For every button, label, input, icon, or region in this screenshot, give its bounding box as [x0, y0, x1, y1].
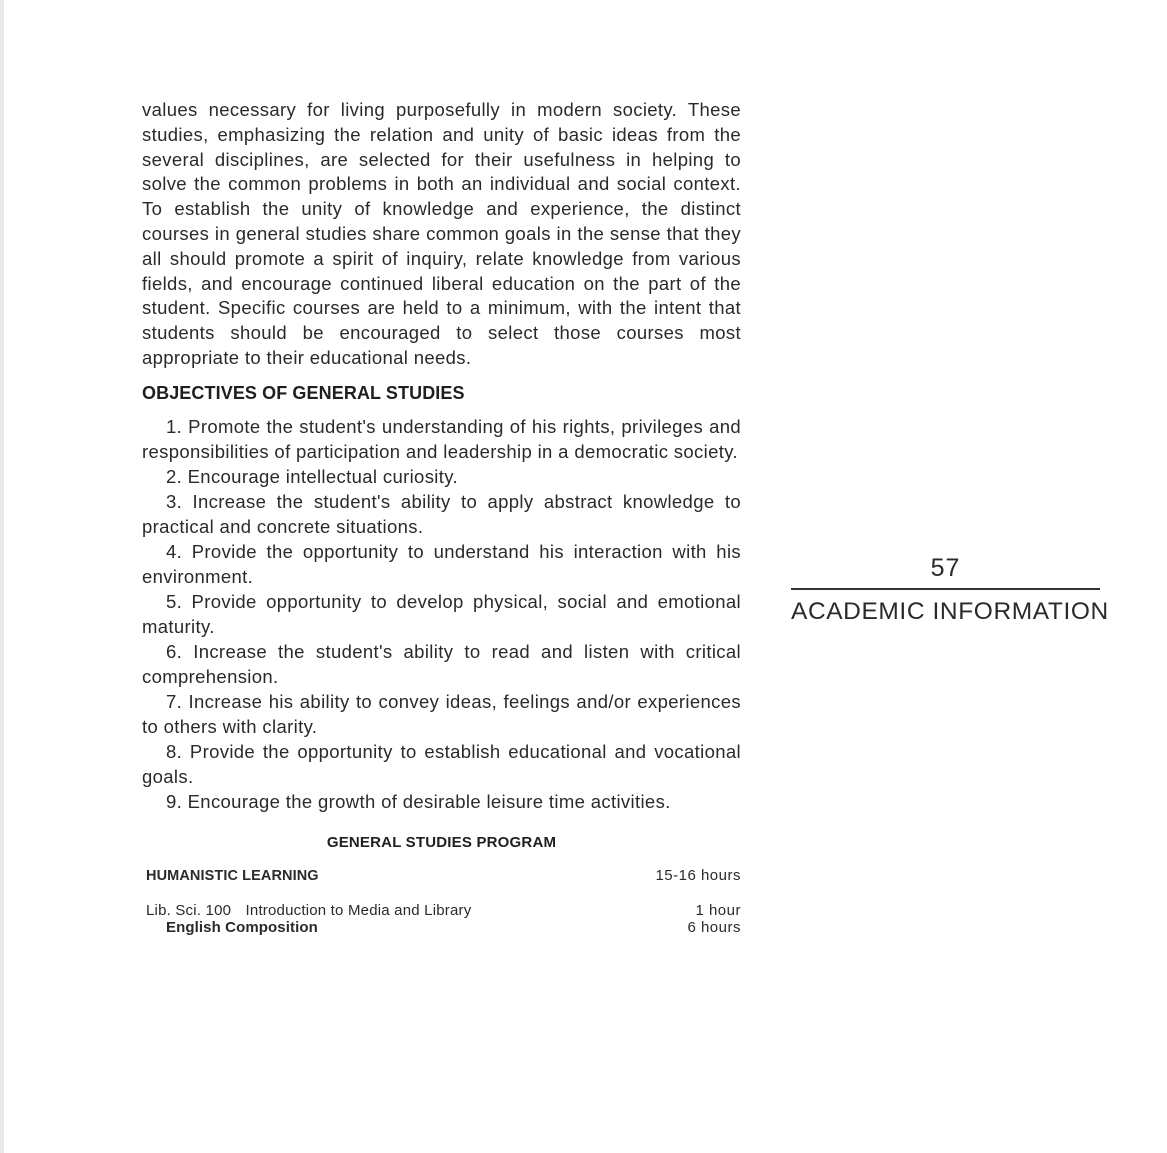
course-title: English Composition: [166, 918, 318, 936]
objective-item: 1. Promote the student's understanding of his rights, privileges and responsibilities of participation and leadership in a democratic society.: [142, 415, 741, 462]
course-code: Lib. Sci. 100: [146, 901, 232, 919]
objective-item: 3. Increase the student's ability to apply abstract knowledge to practical and concrete situations.: [142, 490, 741, 537]
objective-item: 6. Increase the student's ability to read and listen with critical comprehension.: [142, 640, 741, 687]
course-hours: 1 hour: [695, 901, 741, 919]
course-name: [146, 902, 471, 919]
program-heading: GENERAL STUDIES PROGRAM: [326, 833, 557, 851]
objective-item: 4. Provide the opportunity to understand his interaction with his environment.: [142, 540, 741, 587]
main-text-column: [142, 98, 741, 936]
intro-paragraph: values necessary for living purposefully in modern society. These studies, emphasizing the relation and unity of basic ideas from the several disciplines, are selected for their usefulness in helping to solve the common problems in both an individual and social context. To establish the unity of knowledge and experience, the distinct courses in general studies share common goals in the sense that they all should promote a spirit of inquiry, relate knowledge from various fields, and encourage continued liberal education on the part of the student. Specific courses are held to a minimum, with the intent that students should be encouraged to select those courses most appropriate to their educational needs.: [142, 99, 741, 368]
category-label: HUMANISTIC LEARNING: [146, 867, 319, 884]
objective-item: 8. Provide the opportunity to establish educational and vocational goals.: [142, 740, 741, 787]
page-edge-shadow: [0, 0, 4, 1153]
page-number: 57: [930, 554, 961, 582]
program-category-row: [142, 867, 741, 884]
objectives-heading: OBJECTIVES OF GENERAL STUDIES: [142, 382, 465, 403]
section-marker: [791, 553, 1109, 626]
course-row: [142, 919, 741, 936]
objective-item: 7. Increase his ability to convey ideas, feelings and/or experiences to others with clarity.: [142, 690, 741, 737]
category-hours: 15-16 hours: [655, 866, 741, 884]
objective-item: 9. Encourage the growth of desirable leisure time activities.: [166, 790, 671, 812]
objective-item: 2. Encourage intellectual curiosity.: [166, 465, 458, 487]
course-hours: 6 hours: [687, 918, 741, 936]
objectives-list: [142, 414, 741, 814]
course-row: [142, 902, 741, 919]
objective-item: 5. Provide opportunity to develop physical, social and emotional maturity.: [142, 590, 741, 637]
section-title: ACADEMIC INFORMATION: [791, 598, 1109, 625]
course-title: Introduction to Media and Library: [245, 901, 472, 919]
section-divider: [791, 588, 1100, 590]
